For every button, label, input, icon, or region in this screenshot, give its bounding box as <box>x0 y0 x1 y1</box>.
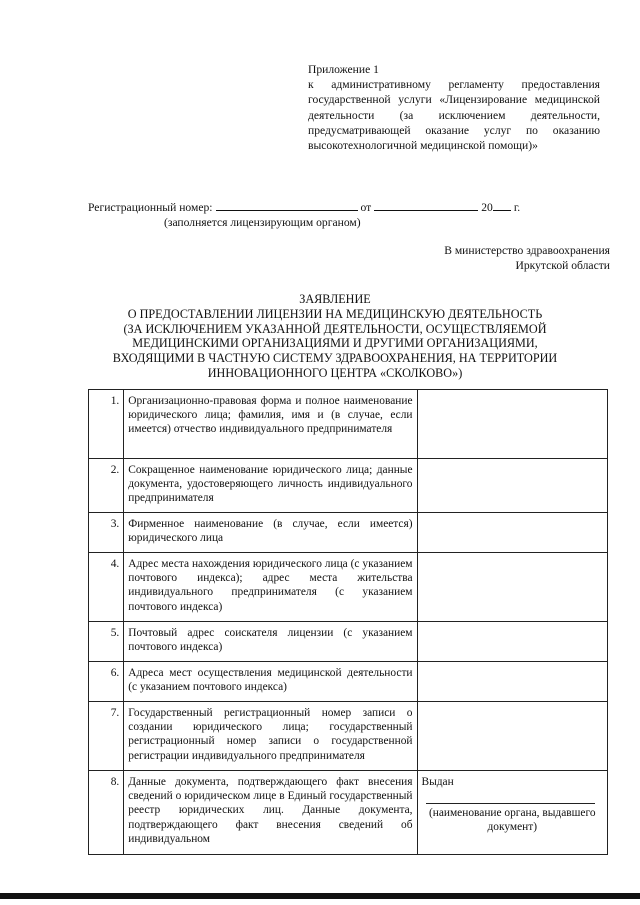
table-row <box>89 390 608 459</box>
row-number: 5. <box>89 622 124 662</box>
registration-note: (заполняется лицензирующим органом) <box>164 216 361 229</box>
document-heading <box>80 292 590 381</box>
row-description: Сокращенное наименование юридического лица; данные документа, удостоверяющего личность индивидуального предпринимателя <box>124 459 417 513</box>
row-description: Адреса мест осуществления медицинской деятельности (с указанием почтового индекса) <box>124 662 417 702</box>
table-row <box>89 622 608 662</box>
row-number: 1. <box>89 390 124 459</box>
table-row <box>89 662 608 702</box>
row-value-cell[interactable] <box>417 662 607 702</box>
registration-year-label: 20 <box>481 201 493 214</box>
scan-edge-bar <box>0 893 640 899</box>
table-row <box>89 513 608 553</box>
heading-line-1: О ПРЕДОСТАВЛЕНИИ ЛИЦЕНЗИИ НА МЕДИЦИНСКУЮ ДЕЯТЕЛЬНОСТЬ <box>127 306 543 321</box>
registration-number-field[interactable] <box>216 199 358 211</box>
table-row <box>89 553 608 622</box>
row-number: 3. <box>89 513 124 553</box>
appendix-block <box>308 62 600 153</box>
row-description: Данные документа, подтверждающего факт внесения сведений о юридическом лице в Единый государственный реестр юридических лиц. Данные документа, подтверждающего факт внесения сведений об индивидуальном <box>124 771 417 855</box>
row-value-cell[interactable] <box>417 553 607 622</box>
row-description: Организационно-правовая форма и полное наименование юридического лица; фамилия, имя и (в случае, если имеется) отчество индивидуального предпринимателя <box>124 390 417 459</box>
addressee-line-2: Иркутской области <box>515 259 610 273</box>
heading-line-3: МЕДИЦИНСКИМИ ОРГАНИЗАЦИЯМИ И ДРУГИМИ ОРГАНИЗАЦИЯМИ, <box>132 336 538 351</box>
appendix-text: к административному регламенту предоставления государственной услуги «Лицензирование медицинской деятельности (за исключением деятельности, предусматривающей оказание услуг по оказанию высокотехнологичной медицинской помощи)» <box>308 78 600 153</box>
row-value-cell[interactable] <box>417 622 607 662</box>
registration-row <box>88 199 568 215</box>
issued-by-field[interactable] <box>426 791 595 804</box>
row-description: Государственный регистрационный номер записи о создании юридического лица; государственный регистрационный номер записи о государственной регистрации индивидуального предпринимателя <box>124 702 417 771</box>
table-row <box>89 702 608 771</box>
table-row <box>89 459 608 513</box>
row-description: Фирменное наименование (в случае, если имеется) юридического лица <box>124 513 417 553</box>
row-number: 6. <box>89 662 124 702</box>
row-number: 4. <box>89 553 124 622</box>
row-value-cell[interactable] <box>417 702 607 771</box>
registration-label: Регистрационный номер: <box>88 201 213 214</box>
issued-note: (наименование органа, выдавшего документ) <box>428 807 596 834</box>
row-number: 8. <box>89 771 124 855</box>
registration-year-suffix: г. <box>513 201 521 214</box>
heading-title: ЗАЯВЛЕНИЕ <box>299 292 371 306</box>
row-value-cell[interactable] <box>417 390 607 459</box>
heading-line-5: ИННОВАЦИОННОГО ЦЕНТРА «СКОЛКОВО») <box>207 365 463 380</box>
appendix-title: Приложение 1 <box>308 63 379 76</box>
row-number: 2. <box>89 459 124 513</box>
row-description: Почтовый адрес соискателя лицензии (с указанием почтового индекса) <box>124 622 417 662</box>
registration-date-field[interactable] <box>374 199 478 211</box>
row-value-cell[interactable] <box>417 459 607 513</box>
addressee-line-1: В министерство здравоохранения <box>444 244 610 257</box>
registration-year-field[interactable] <box>493 199 511 211</box>
issued-label: Выдан <box>421 776 454 788</box>
heading-line-2: (ЗА ИСКЛЮЧЕНИЕМ УКАЗАННОЙ ДЕЯТЕЛЬНОСТИ, ОСУЩЕСТВЛЯЕМОЙ <box>123 321 547 336</box>
row-description: Адрес места нахождения юридического лица (с указанием почтового индекса); адрес места жительства индивидуального предпринимателя (с указанием почтового индекса) <box>124 553 417 622</box>
row-number: 7. <box>89 702 124 771</box>
addressee-block <box>350 243 610 274</box>
registration-from-label: от <box>360 201 372 214</box>
heading-line-4: ВХОДЯЩИМИ В ЧАСТНУЮ СИСТЕМУ ЗДРАВООХРАНЕНИЯ, НА ТЕРРИТОРИИ <box>112 351 558 366</box>
row-value-cell[interactable] <box>417 513 607 553</box>
table-row <box>89 771 608 855</box>
application-table <box>88 389 608 855</box>
row-value-cell[interactable] <box>417 771 607 855</box>
registration-block <box>88 199 568 230</box>
